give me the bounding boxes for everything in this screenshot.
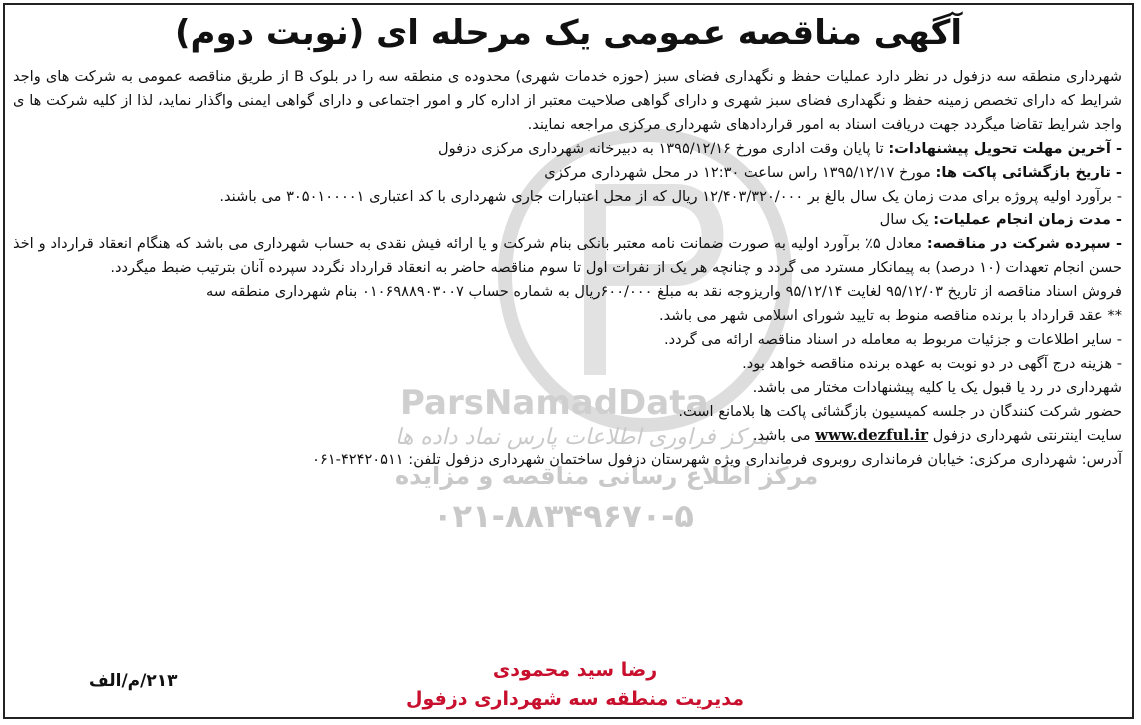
- deadline-item: [13, 137, 1122, 161]
- signature-office: مدیریت منطقه سه شهرداری دزفول: [405, 688, 745, 710]
- notice-title: آگهی مناقصه عمومی یک مرحله ای (نوبت دوم): [174, 13, 962, 53]
- deposit-label: - سپرده شرکت در مناقصه:: [926, 235, 1123, 253]
- note-item: - هزینه درج آگهی در دو نوبت به عهده برنده مناقصه خواهد بود.: [742, 354, 1122, 372]
- website-line: [13, 424, 1122, 448]
- intro-paragraph: شهرداری منطقه سه دزفول در نظر دارد عملیات حفظ و نگهداری فضای سبز (حوزه خدمات شهری) محدوده ی منطقه سه را در بلوک B از طریق مناقصه عمومی به شرکت های واجد شرایط که دارای تخصص زمینه حفظ و نگهداری فضای سبز شهری و دارای گواهی صلاحیت معتبر از اداره کار و امور اجتماعی و دارای گواهی ایمنی واگذار نماید، لذا از کلیه شرکت ها ی واجد شرایط تقاضا میگردد جهت دریافت اسناد به امور قراردادهای شهرداری مرکزی مراجعه نمایند.: [13, 68, 1122, 133]
- address-line: آدرس: شهرداری مرکزی: خیابان فرمانداری روبروی فرمانداری ویژه شهرستان دزفول ساختمان شهرداری دزفول تلفن: ۴۲۴۲۰۵۱۱-۰۶۱: [312, 450, 1122, 468]
- website-link[interactable]: www.dezful.ir: [815, 425, 929, 444]
- opening-item: [13, 161, 1122, 185]
- watermark-line1: مرکز اطلاع رسانی مناقصه و مزایده: [395, 462, 819, 490]
- duration-text: یک سال: [879, 211, 934, 229]
- notice-frame: [3, 3, 1134, 719]
- website-suffix: می باشد.: [752, 426, 816, 444]
- estimate-item: [13, 185, 1122, 209]
- deadline-text: تا پایان وقت اداری مورخ ۱۳۹۵/۱۲/۱۶ به دبیرخانه شهرداری مرکزی دزفول: [437, 139, 889, 157]
- watermark-phone: ۰۲۱-۸۸۳۴۹۶۷۰-۵: [433, 497, 694, 535]
- note-item: حضور شرکت کنندگان در جلسه کمیسیون بازگشائی پاکت ها بلامانع است.: [678, 402, 1122, 420]
- deposit-item: [13, 232, 1122, 280]
- deadline-label: - آخرین مهلت تحویل پیشنهادات:: [888, 139, 1122, 157]
- duration-item: [13, 208, 1122, 232]
- notice-body: [13, 65, 1122, 471]
- watermark-line2: مرکز فراوری اطلاعات پارس نماد داده ها: [395, 425, 770, 450]
- deposit-text: معادل ۵٪ برآورد اولیه به صورت ضمانت نامه معتبر بانکی بنام شرکت و یا ارائه فیش نقدی به حساب شهرداری می باشد که هنگام انعقاد قرارداد و اخذ حسن انجام تعهدات (۱۰ درصد) به پیمانکار مسترد می گردد و چنانچه هر یک از نفرات اول تا سوم مناقصه حاضر به انعقاد قرارداد نگردد سپرده آنان بترتیب ضبط میگردد.: [13, 235, 1122, 277]
- note-item: شهرداری در رد یا قبول یک یا کلیه پیشنهادات مختار می باشد.: [752, 378, 1122, 396]
- website-prefix: سایت اینترنتی شهرداری دزفول: [928, 426, 1122, 444]
- opening-text: مورخ ۱۳۹۵/۱۲/۱۷ راس ساعت ۱۲:۳۰ در محل شهرداری مرکزی: [544, 163, 936, 181]
- reference-code: ۲۱۳/م/الف: [89, 671, 178, 691]
- duration-label: - مدت زمان انجام عملیات:: [933, 211, 1122, 229]
- note-item: - سایر اطلاعات و جزئیات مربوط به معامله در اسناد مناقصه ارائه می گردد.: [664, 330, 1122, 348]
- signature-name: رضا سید محمودی: [492, 659, 658, 681]
- sale-paragraph: فروش اسناد مناقصه از تاریخ ۹۵/۱۲/۰۳ لغایت ۹۵/۱۲/۱۴ واریزوجه نقد به مبلغ ۶۰۰/۰۰۰ریال به شماره حساب ۰۱۰۶۹۸۸۹۰۳۰۰۷ بنام شهرداری منطقه سه: [205, 283, 1122, 301]
- watermark-brand: ParsNamadData: [400, 383, 709, 423]
- opening-label: - تاریخ بازگشائی پاکت ها:: [935, 163, 1122, 181]
- note-item: ** عقد قرارداد با برنده مناقصه منوط به تایید شورای اسلامی شهر می باشد.: [658, 307, 1122, 325]
- estimate-text: - برآورد اولیه پروژه برای مدت زمان یک سال بالغ بر ۱۲/۴۰۳/۳۲۰/۰۰۰ ریال که از محل اعتبارات جاری شهرداری با کد اعتباری ۳۰۵۰۱۰۰۰۰۱ می باشند.: [219, 187, 1122, 205]
